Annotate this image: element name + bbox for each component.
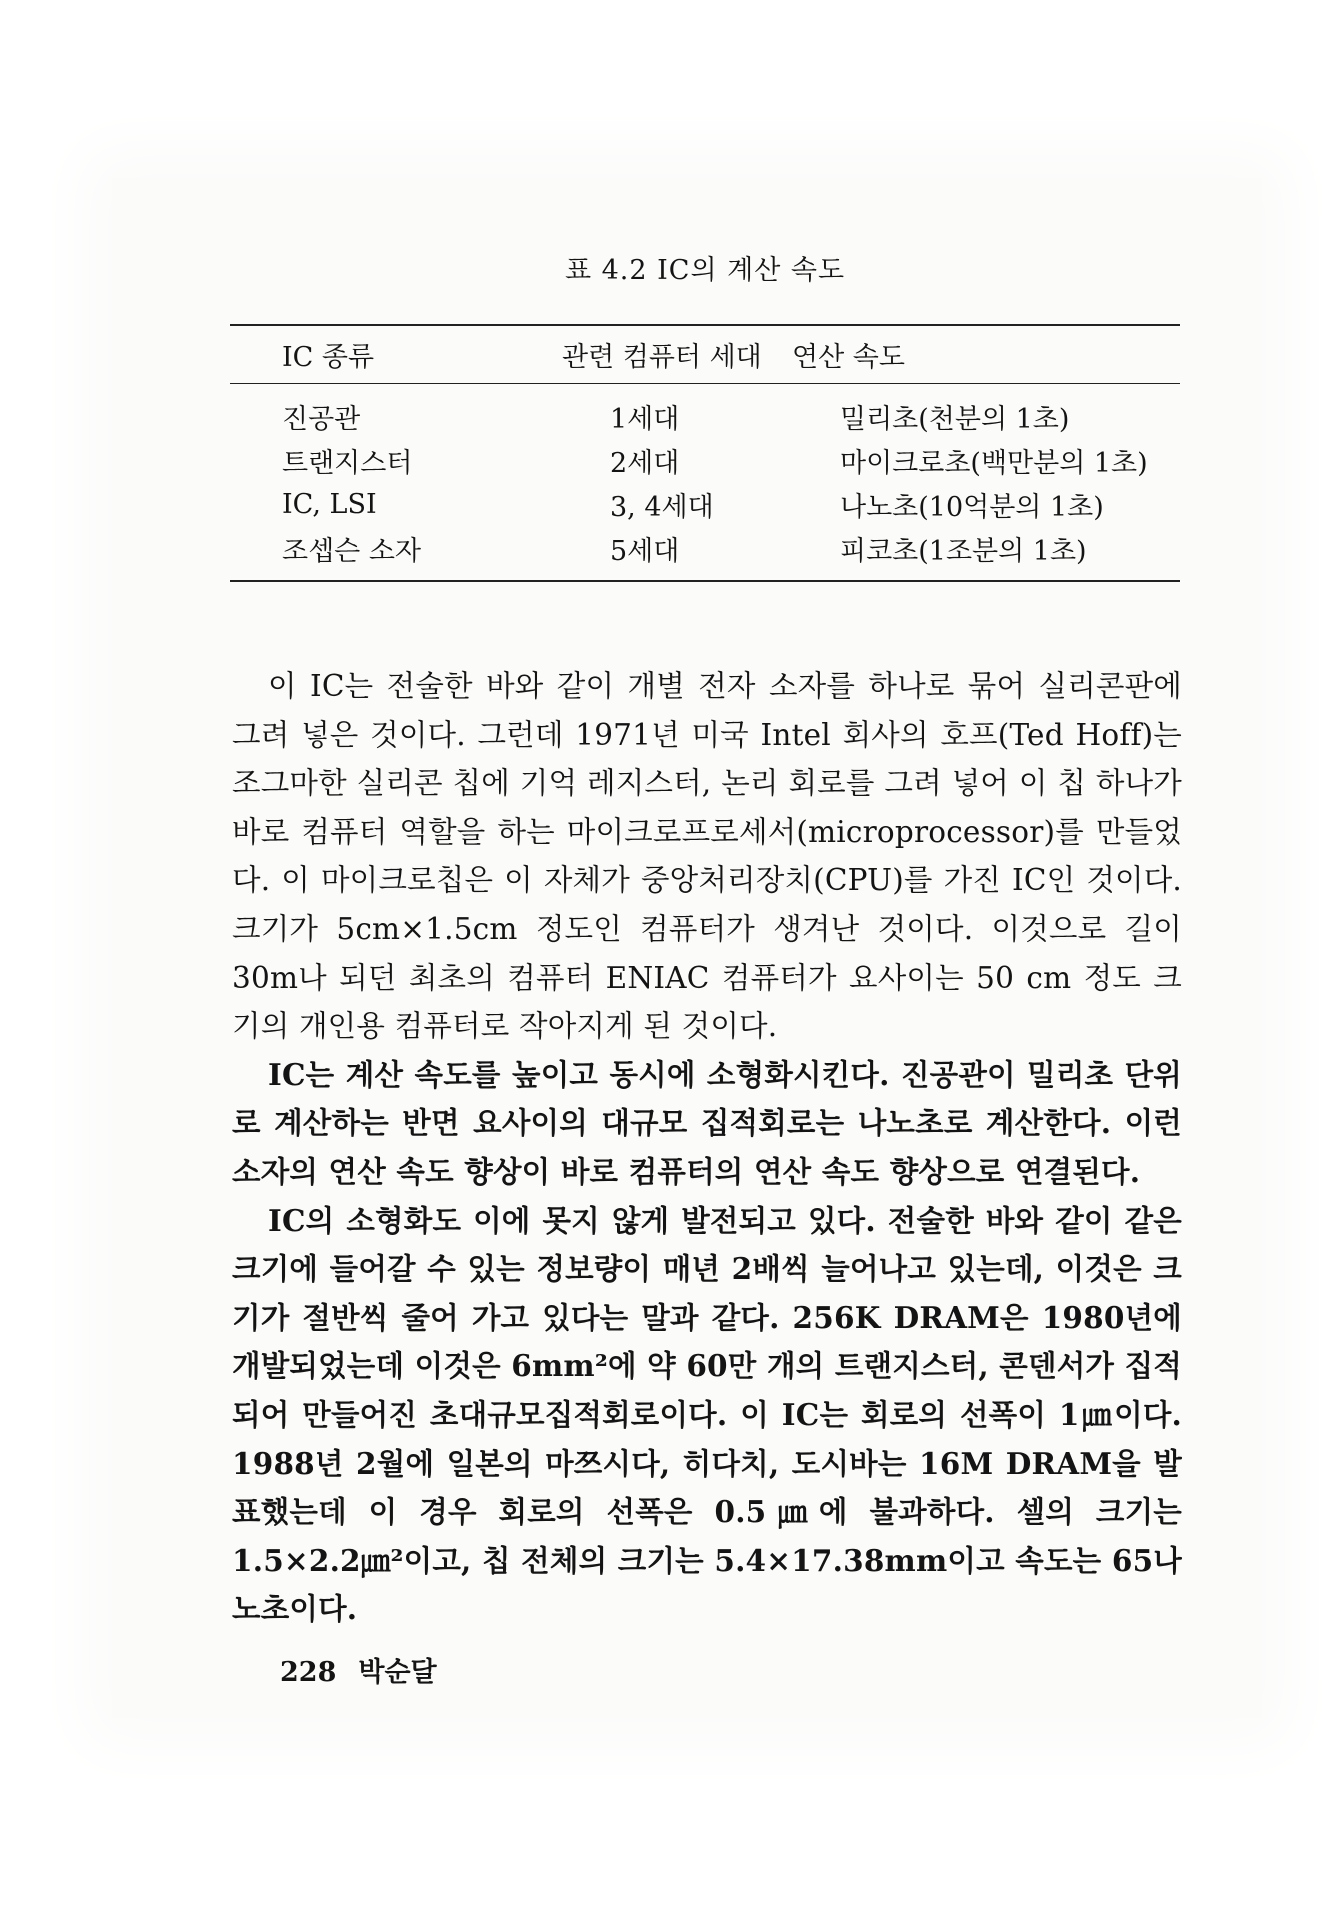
cell-generation: 1세대: [610, 403, 680, 435]
cell-ic-type: 트랜지스터: [282, 447, 413, 479]
cell-generation: 3, 4세대: [610, 491, 714, 523]
cell-speed: 밀리초(천분의 1초): [840, 403, 1070, 435]
cell-generation: 5세대: [610, 535, 680, 567]
table-caption: 표 4.2 IC의 계산 속도: [564, 255, 846, 286]
table-row: [230, 482, 1180, 526]
paragraph: IC는 계산 속도를 높이고 동시에 소형화시킨다. 진공관이 밀리초 단위로 계산하는 반면 요사이의 대규모 집적회로는 나노초로 계산한다. 이런 소자의 연산 속도 향상이 바로 컴퓨터의 연산 속도 향상으로 연결된다.: [232, 1056, 1182, 1189]
cell-ic-type: IC, LSI: [282, 488, 377, 520]
table-bottom-rule: [230, 580, 1180, 582]
cell-ic-type: 진공관: [282, 403, 361, 435]
cell-speed: 나노초(10억분의 1초): [840, 491, 1104, 523]
table-row: [230, 526, 1180, 570]
header-speed: 연산 속도: [792, 341, 905, 373]
table-row: [230, 394, 1180, 438]
table-body: [230, 394, 1180, 570]
table-row: [230, 438, 1180, 482]
header-generation: 관련 컴퓨터 세대: [562, 341, 762, 373]
author-name: 박순달: [358, 1657, 437, 1688]
cell-speed: 피코초(1조분의 1초): [840, 535, 1087, 567]
body-text: [232, 662, 1182, 1634]
header-ic-type: IC 종류: [282, 341, 375, 373]
cell-speed: 마이크로초(백만분의 1초): [840, 447, 1148, 479]
table-top-rule: [230, 324, 1180, 326]
table-header-rule: [230, 383, 1180, 384]
page-footer: [280, 1650, 437, 1689]
cell-generation: 2세대: [610, 447, 680, 479]
header-row: [230, 330, 1180, 378]
table-header: [230, 330, 1180, 378]
paragraph: IC의 소형화도 이에 못지 않게 발전되고 있다. 전술한 바와 같이 같은 크기에 들어갈 수 있는 정보량이 매년 2배씩 늘어나고 있는데, 이것은 크기가 절반씩 줄어 가고 있다는 말과 같다. 256K DRAM은 1980년에 개발되었는데 이것은 6mm²에 약 60만 개의 트랜지스터, 콘덴서가 집적되어 만들어진 초대규모집적회로이다. 이 IC는 회로의 선폭이 1㎛이다. 1988년 2월에 일본의 마쯔시다, 히다치, 도시바는 16M DRAM을 발표했는데 이 경우 회로의 선폭은 0.5㎛에 불과하다. 셀의 크기는 1.5×2.2㎛²이고, 칩 전체의 크기는 5.4×17.38mm이고 속도는 65나노초이다.: [232, 1202, 1182, 1627]
page-number: 228: [280, 1657, 337, 1688]
paragraph: 이 IC는 전술한 바와 같이 개별 전자 소자를 하나로 묶어 실리콘판에 그려 넣은 것이다. 그런데 1971년 미국 Intel 회사의 호프(Ted Hoff)는 조그마한 실리콘 칩에 기억 레지스터, 논리 회로를 그려 넣어 이 칩 하나가 바로 컴퓨터 역할을 하는 마이크로프로세서(microprocessor)를 만들었다. 이 마이크로칩은 이 자체가 중앙처리장치(CPU)를 가진 IC인 것이다. 크기가 5cm×1.5cm 정도인 컴퓨터가 생겨난 것이다. 이것으로 길이 30m나 되던 최초의 컴퓨터 ENIAC 컴퓨터가 요사이는 50 cm 정도 크기의 개인용 컴퓨터로 작아지게 된 것이다.: [232, 669, 1182, 1044]
cell-ic-type: 조셉슨 소자: [282, 535, 421, 567]
